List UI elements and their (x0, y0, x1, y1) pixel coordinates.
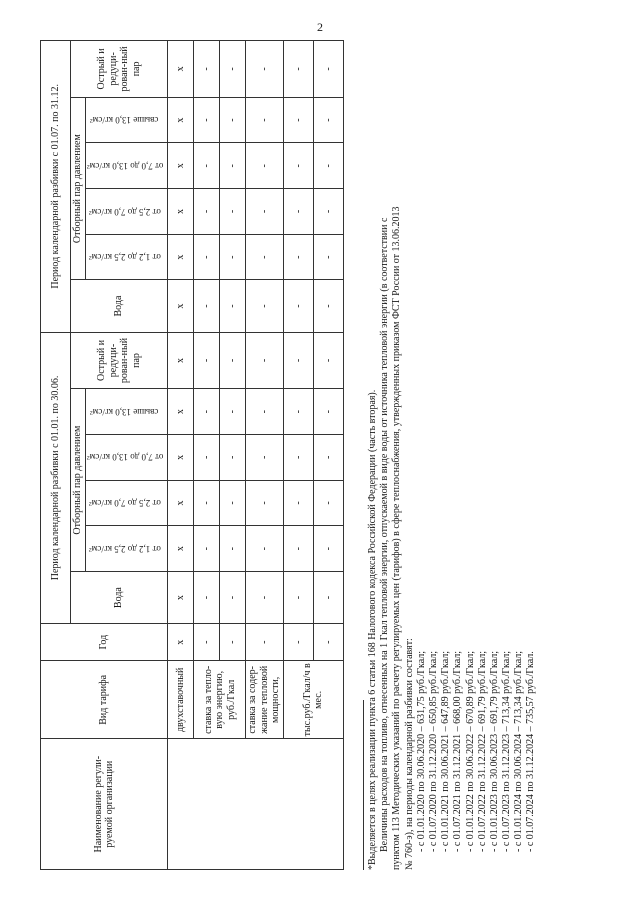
org-name-cell (168, 739, 344, 870)
table-cell: - (313, 526, 343, 572)
table-cell: - (283, 526, 313, 572)
rotated-content (40, 40, 595, 870)
footnote-paragraph: Величины расходов на топливо, отнесенных на 1 Гкал тепловой энергии, отпускаемой в виде воды от источника тепловой энергии (в соответствии с (379, 217, 391, 852)
table-cell: х (168, 332, 194, 389)
table-cell: - (313, 480, 343, 526)
table-cell: - (313, 434, 343, 480)
list-item: - с 01.01.2024 по 30.06.2024 – 713,34 руб./Гкал; (513, 650, 525, 852)
header-p2: от 2,5 до 7,0 кг/см² (88, 206, 161, 217)
header-p4: свыше 13,0 кг/см² (90, 115, 159, 126)
header-tariff-type: Вид тарифа (41, 661, 168, 739)
list-item: - с 01.01.2020 по 30.06.2020 – 631,75 руб./Гкал; (415, 650, 427, 852)
table-cell: - (283, 97, 313, 143)
header-period-2: Период календарной разбивки с 01.07. по 31.12. (41, 41, 71, 333)
table-body (168, 41, 344, 870)
header-pressure-col (85, 234, 168, 280)
table-cell: - (246, 480, 284, 526)
table-cell: - (246, 143, 284, 189)
header-pressure-col (85, 434, 168, 480)
table-cell: - (313, 280, 343, 332)
footnotes (363, 40, 538, 870)
list-item: - с 01.07.2020 по 31.12.2020 – 650,85 руб./Гкал; (427, 650, 439, 852)
header-pressure-col (85, 389, 168, 435)
header-p3: от 7,0 до 13,0 кг/см² (86, 160, 163, 171)
table-cell: - (283, 572, 313, 624)
year-cell: - (194, 624, 220, 661)
table-cell: - (313, 234, 343, 280)
table-cell: - (246, 332, 284, 389)
table-cell: - (283, 480, 313, 526)
table-cell: - (246, 41, 284, 98)
table-cell: - (194, 41, 220, 98)
table-cell: - (194, 572, 220, 624)
tariff-type-cell: ставка за тепло-вую энергию, руб./Гкал (194, 661, 246, 739)
table-cell: х (168, 526, 194, 572)
table-cell: - (220, 480, 246, 526)
table-cell: - (246, 526, 284, 572)
table-cell: - (194, 97, 220, 143)
table-cell: - (194, 389, 220, 435)
tariff-type-cell: тыс.руб./Гкал/ч в мес. (283, 661, 343, 739)
table-cell: - (220, 332, 246, 389)
table-cell: х (168, 389, 194, 435)
table-cell: - (220, 572, 246, 624)
table-cell: х (168, 434, 194, 480)
table-cell: х (168, 143, 194, 189)
table-cell: - (246, 389, 284, 435)
table-cell: - (283, 234, 313, 280)
table-cell: х (168, 189, 194, 235)
table-cell: - (194, 234, 220, 280)
header-pressure-col (85, 143, 168, 189)
footnote-star: *Выделяется в целях реализации пункта 6 статьи 168 Налогового кодекса Российской Федерации (часть вторая). (367, 389, 378, 870)
header-sharp-steam-1: Острый и редуци-рован-ный пар (71, 332, 168, 389)
table-cell: - (220, 97, 246, 143)
table-cell: х (168, 97, 194, 143)
header-pressure-col (85, 480, 168, 526)
table-cell: - (283, 332, 313, 389)
footnote-paragraph: пунктом 113 Методических указаний по расчету регулируемых цен (тарифов) в сфере теплоснабжения, утвержденных приказом ФСТ России от 13.06.2013 (391, 206, 403, 870)
table-cell: - (283, 389, 313, 435)
year-cell: х (168, 624, 194, 661)
header-pressure-col (85, 189, 168, 235)
year-cell: - (283, 624, 313, 661)
table-cell: х (168, 234, 194, 280)
table-cell: х (168, 280, 194, 332)
table-cell: - (220, 189, 246, 235)
table-cell: - (220, 389, 246, 435)
list-item: - с 01.07.2022 по 31.12.2022 – 691,79 руб./Гкал; (476, 650, 488, 852)
table-cell: х (168, 480, 194, 526)
table-row (168, 41, 194, 870)
table-cell: - (313, 332, 343, 389)
table-cell: - (246, 434, 284, 480)
year-cell: - (220, 624, 246, 661)
header-pressure-col (85, 526, 168, 572)
table-cell: - (220, 280, 246, 332)
table-cell: - (283, 189, 313, 235)
header-p1: от 1,2 до 2,5 кг/см² (88, 543, 161, 554)
page-number: 2 (317, 20, 323, 34)
table-cell: - (283, 280, 313, 332)
footnote-paragraph: № 760-э), на периоды календарной разбивки составят: (403, 638, 415, 870)
header-year: Год (41, 624, 168, 661)
header-pressure-col (85, 97, 168, 143)
header-steam-pressure-1: Отборный пар давлением (71, 389, 86, 572)
header-sharp-steam-2: Острый и редуци-рован-ный пар (71, 41, 168, 98)
table-cell: - (283, 41, 313, 98)
table-cell: - (246, 280, 284, 332)
header-p2: от 2,5 до 7,0 кг/см² (88, 498, 161, 509)
table-cell: х (168, 41, 194, 98)
year-cell: - (246, 624, 284, 661)
table-cell: - (194, 332, 220, 389)
header-p4: свыше 13,0 кг/см² (90, 406, 159, 417)
year-cell: - (313, 624, 343, 661)
list-item: - с 01.07.2021 по 31.12.2021 – 668,00 руб./Гкал; (452, 650, 464, 852)
table-cell: х (168, 572, 194, 624)
table-cell: - (283, 143, 313, 189)
table-cell: - (194, 280, 220, 332)
table-cell: - (313, 97, 343, 143)
header-period-1: Период календарной разбивки с 01.01. по 30.06. (41, 332, 71, 624)
table-cell: - (220, 234, 246, 280)
list-item: - с 01.01.2021 по 30.06.2021 – 647,89 руб./Гкал; (440, 650, 452, 852)
table-cell: - (246, 572, 284, 624)
table-cell: - (194, 434, 220, 480)
table-cell: - (313, 143, 343, 189)
table-cell: - (246, 189, 284, 235)
table-cell: - (246, 97, 284, 143)
list-item: - с 01.01.2023 по 30.06.2023 – 691,79 руб./Гкал; (488, 650, 500, 852)
header-water-1: Вода (71, 572, 168, 624)
table-cell: - (313, 572, 343, 624)
table-cell: - (246, 234, 284, 280)
table-cell: - (220, 526, 246, 572)
table-cell: - (194, 480, 220, 526)
tariff-type-cell: ставка за содер-жание тепловой мощности, (246, 661, 284, 739)
tariff-table (40, 40, 344, 870)
table-cell: - (220, 41, 246, 98)
table-cell: - (194, 526, 220, 572)
table-cell: - (194, 143, 220, 189)
table-cell: - (220, 434, 246, 480)
table-cell: - (283, 434, 313, 480)
header-water-2: Вода (71, 280, 168, 332)
list-item: - с 01.07.2023 по 31.12.2023 – 713,34 руб./Гкал; (501, 650, 513, 852)
header-p1: от 1,2 до 2,5 кг/см² (88, 252, 161, 263)
table-cell: - (313, 389, 343, 435)
footnote-divider (363, 700, 364, 870)
table-cell: - (194, 189, 220, 235)
list-item: - с 01.01.2022 по 30.06.2022 – 670,89 руб./Гкал; (464, 650, 476, 852)
table-cell: - (220, 143, 246, 189)
list-item: - с 01.07.2024 по 31.12.2024 – 735,57 руб./Гкал. (525, 651, 537, 852)
tariff-type-cell: двухставочный (168, 661, 194, 739)
table-cell: - (313, 189, 343, 235)
table-cell: - (313, 41, 343, 98)
header-org: Наименование регули-руемой организации (41, 739, 168, 870)
header-steam-pressure-2: Отборный пар давлением (71, 97, 86, 280)
header-p3: от 7,0 до 13,0 кг/см² (86, 452, 163, 463)
